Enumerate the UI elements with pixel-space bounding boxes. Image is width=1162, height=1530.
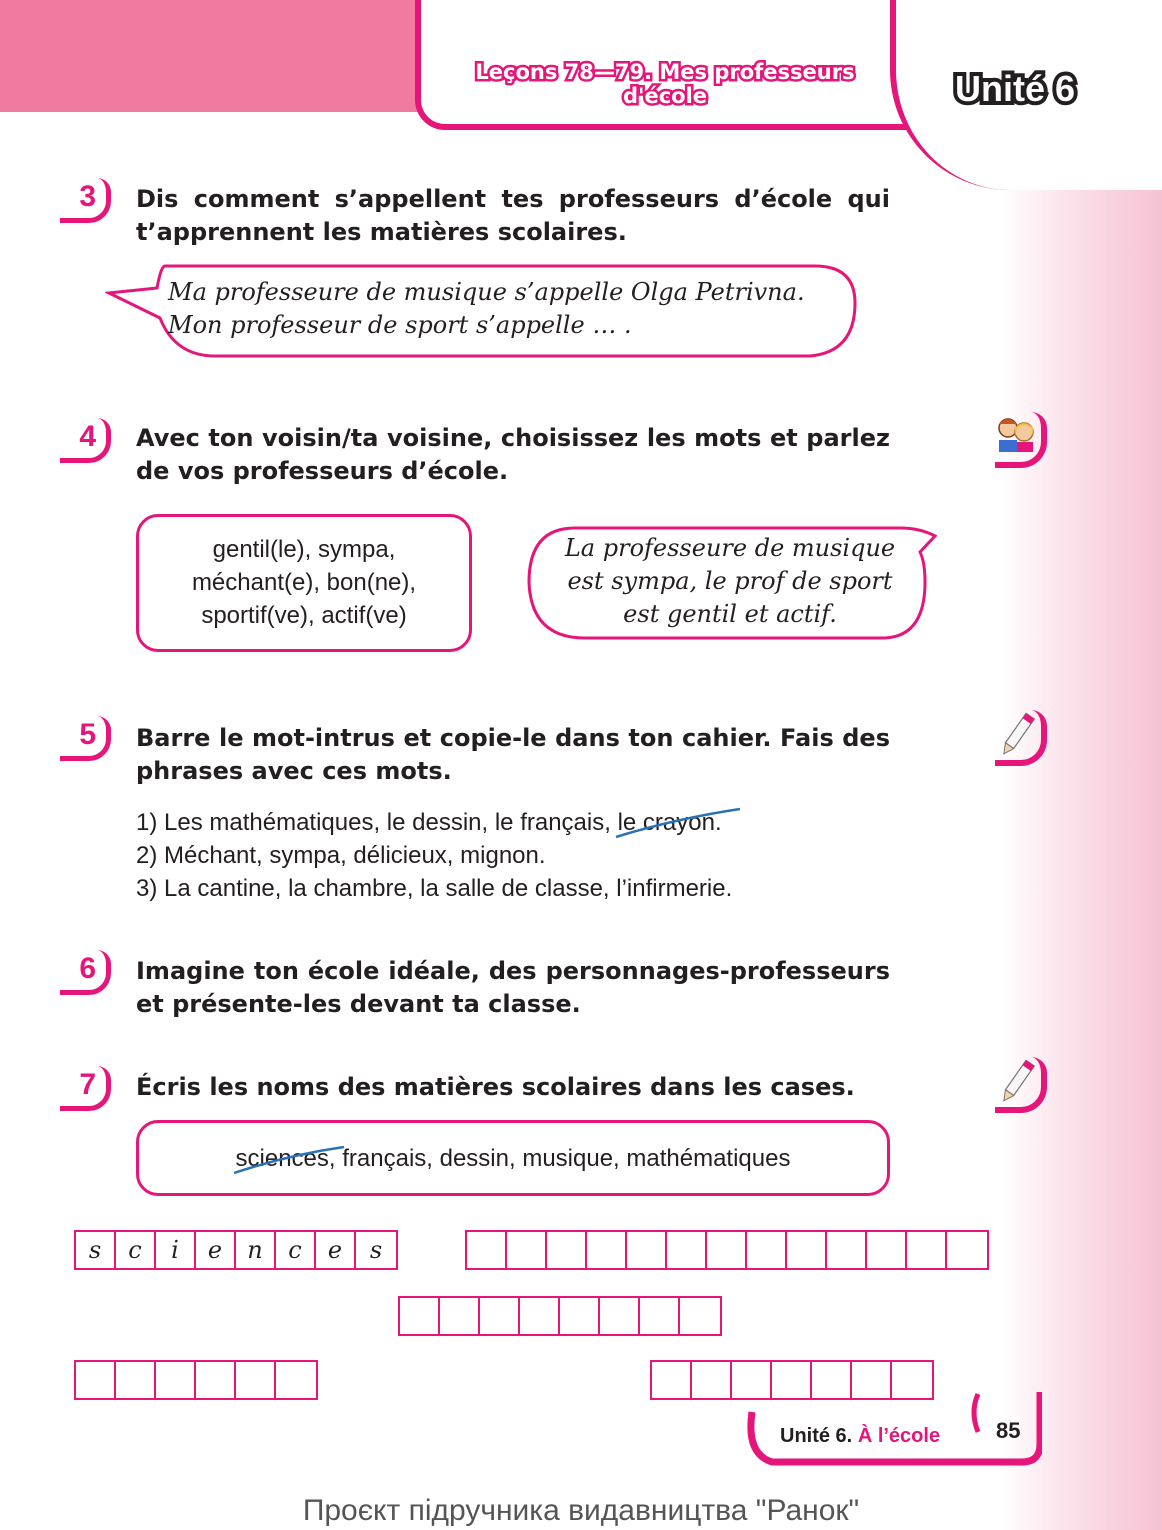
- grid-cell[interactable]: [587, 1232, 627, 1268]
- exercise-5-list: [136, 806, 732, 905]
- bubble-3-line-1: Ma professeure de musique s’appelle Olga Petrivna.: [168, 278, 805, 306]
- unit-title: Unité 6: [955, 68, 1076, 109]
- pencil-icon-art: [995, 710, 1039, 760]
- pair-work-icon: [995, 412, 1047, 468]
- subjects-list: sciences , français, dessin, musique, mathématiques: [136, 1142, 890, 1175]
- letter-grid-francais: [398, 1296, 722, 1336]
- bubble-4-line-3: est gentil et actif.: [623, 600, 837, 628]
- pencil-icon: [995, 1057, 1047, 1113]
- bubble-3-line-2: Mon professeur de sport s’appelle … .: [168, 311, 632, 339]
- crossed-word: sciences: [236, 1145, 329, 1172]
- grid-cell[interactable]: [440, 1298, 480, 1334]
- list-item-3: 3) La cantine, la chambre, la salle de classe, l’infirmerie.: [136, 875, 733, 902]
- bubble-4-line-1: La professeure de musique: [564, 534, 896, 562]
- exercise-7-instruction: Écris les noms des matières scolaires dans les cases.: [136, 1073, 855, 1101]
- exercise-5-number: 5: [60, 716, 110, 762]
- word-bank-line-3: sportif(ve), actif(ve): [201, 602, 407, 629]
- grid-cell[interactable]: [480, 1298, 520, 1334]
- grid-cell[interactable]: [680, 1298, 720, 1334]
- grid-cell[interactable]: [196, 1362, 236, 1398]
- page-number: 85: [996, 1418, 1021, 1443]
- grid-cell[interactable]: [600, 1298, 640, 1334]
- pencil-icon: [995, 710, 1047, 766]
- grid-cell: s: [76, 1232, 116, 1268]
- grid-cell[interactable]: [547, 1232, 587, 1268]
- letter-grid-dessin: [74, 1360, 318, 1400]
- grid-cell[interactable]: [692, 1362, 732, 1398]
- grid-cell[interactable]: [640, 1298, 680, 1334]
- exercise-4-number: 4: [60, 418, 110, 464]
- crossed-word: le crayon: [618, 809, 715, 836]
- word-bank: [136, 533, 472, 632]
- grid-cell[interactable]: [76, 1362, 116, 1398]
- exercise-4-instruction: Avec ton voisin/ta voisine, choisissez les mots et parlez de vos professeurs d’école.: [136, 424, 890, 485]
- publisher-note: Проєкт підручника видавництва "Ранок": [302, 1494, 860, 1527]
- grid-cell[interactable]: [867, 1232, 907, 1268]
- exercise-5-instruction: Barre le mot-intrus et copie-le dans ton cahier. Fais des phrases avec ces mots.: [136, 724, 890, 785]
- grid-cell[interactable]: [827, 1232, 867, 1268]
- grid-cell[interactable]: [467, 1232, 507, 1268]
- header-band: [0, 0, 430, 112]
- grid-cell: e: [196, 1232, 236, 1268]
- grid-cell[interactable]: [947, 1232, 987, 1268]
- exercise-7-number: 7: [60, 1066, 110, 1112]
- strike-line: [232, 1143, 348, 1179]
- grid-cell[interactable]: [276, 1362, 316, 1398]
- grid-cell: c: [276, 1232, 316, 1268]
- grid-cell: e: [316, 1232, 356, 1268]
- bubble-4-text: [535, 532, 925, 631]
- exercise-3-number: 3: [60, 178, 110, 224]
- grid-cell[interactable]: [400, 1298, 440, 1334]
- grid-cell: c: [116, 1232, 156, 1268]
- grid-cell: i: [156, 1232, 196, 1268]
- grid-cell[interactable]: [560, 1298, 600, 1334]
- grid-cell: s: [369, 1236, 383, 1264]
- grid-cell[interactable]: [747, 1232, 787, 1268]
- grid-cell[interactable]: [520, 1298, 560, 1334]
- grid-cell[interactable]: [667, 1232, 707, 1268]
- pencil-icon-art: [995, 1057, 1039, 1107]
- list-item-1: 1) Les mathématiques, le dessin, le français, le crayon .: [136, 806, 732, 839]
- grid-cell[interactable]: [707, 1232, 747, 1268]
- pair-work-icon-art: [995, 412, 1039, 456]
- grid-cell[interactable]: [236, 1362, 276, 1398]
- strike-line: [614, 807, 744, 843]
- bubble-4-line-2: est sympa, le prof de sport: [567, 567, 893, 595]
- list-item-2: 2) Méchant, sympa, délicieux, mignon.: [136, 842, 546, 869]
- grid-cell[interactable]: [116, 1362, 156, 1398]
- grid-cell[interactable]: [627, 1232, 667, 1268]
- word-bank-line-1: gentil(le), sympa,: [212, 536, 396, 563]
- grid-cell: n: [236, 1232, 276, 1268]
- letter-grid-mathematiques: [465, 1230, 989, 1270]
- exercise-3-instruction: Dis comment s’appellent tes professeurs d’école qui t’apprennent les matières scolaires.: [136, 185, 890, 246]
- lesson-title: Leçons 78—79. Mes professeurs d'école: [475, 60, 855, 108]
- grid-cell[interactable]: [156, 1362, 196, 1398]
- word-bank-line-2: méchant(e), bon(ne),: [191, 569, 417, 596]
- exercise-6-number: 6: [60, 950, 110, 996]
- letter-grid-sample: [74, 1230, 398, 1270]
- footer-unit: Unité 6. À l’école: [780, 1425, 941, 1447]
- grid-cell[interactable]: [787, 1232, 827, 1268]
- grid-cell[interactable]: [652, 1362, 692, 1398]
- exercise-6-instruction: Imagine ton école idéale, des personnages-professeurs et présente-les devant ta classe.: [136, 957, 890, 1018]
- grid-cell[interactable]: [907, 1232, 947, 1268]
- grid-cell[interactable]: [507, 1232, 547, 1268]
